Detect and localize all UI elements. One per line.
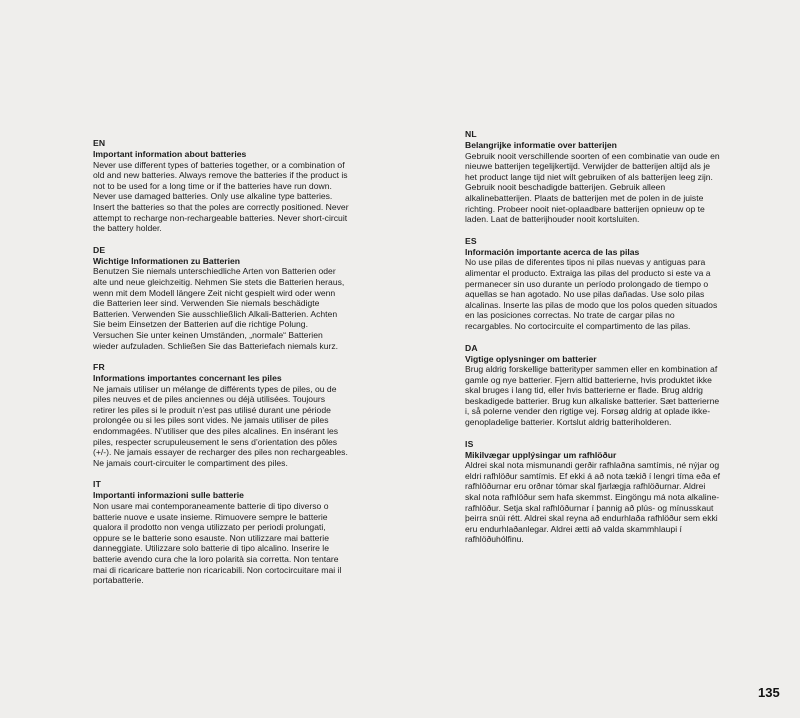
language-code: IS (465, 438, 474, 449)
section-heading: Important information about batteries (93, 149, 247, 159)
left-column (93, 138, 349, 597)
section-body: Never use different types of batteries together, or a combination of old and new batteries. Always remove the batteries if the product is not to be used for a long time or if the batteries have run down. Never use damaged batteries. Only use alkaline type batteries. Insert the batteries so that the poles are correctly positioned. Never attempt to recharge non-rechargeable batteries. Never short-circuit the battery holder. (93, 159, 349, 234)
section-body: Aldrei skal nota mismunandi gerðir rafhlaðna samtímis, né nýjar og eldri rafhlöður samtímis. Ef ekki á að nota tækið í lengri tíma eða ef rafhlöðurnar eru orðnar tómar skal fjarlægja rafhlöðurnar. Aldrei skal nota rafhlöður sem hafa skemmst. Eingöngu má nota alkaline-rafhlöður. Setja skal rafhlöðurnar í þannig að plús- og mínusskaut þeirra snúi rétt. Aldrei skal reyna að endurhlaða rafhlöður sem ekki eru endurhlaðanlegar. Aldrei ætti að valda skammhlaupi í rafhlöðuhólfinu. (465, 460, 721, 545)
section-de (93, 245, 349, 351)
section-body: No use pilas de diferentes tipos ni pilas nuevas y antiguas para alimentar el producto. Extraiga las pilas del producto si este va a permanecer sin uso durante un período prolongado de tiempo o aquellas se han agotado. No use pilas dañadas. Use solo pilas alcalinas. Inserte las pilas de modo que los polos queden situados en las posiciones correctas. No trate de cargar pilas no recargables. No cortocircuite el compartimento de las pilas. (465, 257, 718, 331)
section-heading: Wichtige Informationen zu Batterien (93, 255, 240, 266)
language-code: EN (93, 138, 106, 148)
section-it (93, 479, 349, 585)
section-nl (465, 129, 721, 225)
language-code: DA (465, 342, 478, 353)
right-column (465, 129, 721, 556)
section-fr (93, 362, 349, 468)
language-code: ES (465, 235, 477, 246)
section-heading: Vigtige oplysninger om batterier (465, 353, 597, 364)
section-es (465, 236, 721, 332)
language-code: NL (465, 129, 477, 139)
language-code: IT (93, 479, 102, 490)
section-body: Non usare mai contemporaneamente batterie di tipo diverso o batterie nuove e usate insieme. Rimuovere sempre le batterie qualora il prodotto non venga utilizzato per periodi prolungati, oppure se le batterie sono esauste. Non utilizzare mai batterie danneggiate. Utilizzare solo batterie di tipo alcalino. Inserire le batterie avendo cura che la loro polarità sia corretta. Non tentare mai di ricaricare batterie non ricaricabili. Non cortocircuitare mai il portabatterie. (93, 501, 342, 586)
section-da (465, 343, 721, 428)
section-en (93, 138, 349, 234)
section-is (465, 439, 721, 545)
section-body: Ne jamais utiliser un mélange de différents types de piles, ou de piles neuves et de piles anciennes ou déjà utilisées. Toujours retirer les piles si le produit n’est pas utilisé durant une période prolongée ou si les piles sont vides. Ne jamais utiliser de piles endommagées. N’utiliser que des piles alcalines. En insérant les piles, respecter scrupuleusement le sens d’orientation des pôles (+/-). Ne jamais essayer de recharger des piles non rechargeables. Ne jamais court-circuiter le compartiment des piles. (93, 383, 348, 468)
section-body: Gebruik nooit verschillende soorten of een combinatie van oude en nieuwe batterijen tegelijkertijd. Verwijder de batterijen altijd als je het product lange tijd niet wilt gebruiken of als batterijen leeg zijn. Gebruik nooit beschadigde batterijen. Gebruik alleen alkalinebatterijen. Plaats de batterijen met de polen in de juiste richting. Probeer nooit niet-oplaadbare batterijen opnieuw op te laden. Laat de batterijhouder nooit kortsluiten. (465, 150, 720, 225)
section-heading: Mikilvægar upplýsingar um rafhlöður (465, 449, 617, 460)
language-code: DE (93, 244, 106, 255)
section-heading: Informations importantes concernant les piles (93, 373, 282, 384)
section-heading: Belangrijke informatie over batterijen (465, 140, 617, 150)
section-heading: Información importante acerca de las pilas (465, 246, 640, 257)
language-code: FR (93, 362, 105, 373)
section-body: Benutzen Sie niemals unterschiedliche Arten von Batterien oder alte und neue gleichzeitig. Nehmen Sie stets die Batterien heraus, wenn mit dem Modell längere Zeit nicht gespielt wird oder wenn die Batterien leer sind. Verwenden Sie niemals beschädigte Batterien. Verwenden Sie ausschließlich Alkali-Batterien. Achten Sie beim Einsetzen der Batterien auf die richtige Polung. Versuchen Sie unter keinen Umständen, „normale“ Batterien wieder aufzuladen. Schließen Sie das Batteriefach niemals kurz. (93, 266, 345, 351)
section-body: Brug aldrig forskellige batterityper sammen eller en kombination af gamle og nye batterier. Fjern altid batterierne, hvis produktet ikke skal bruges i lang tid, eller hvis batterierne er flade. Brug aldrig beskadigede batterier. Brug kun alkaliske batterier. Sæt batterierne i, så polerne vender den rigtige vej. Forsøg aldrig at oplade ikke-genopladelige batterier. Kortslut aldrig batteriholderen. (465, 364, 720, 428)
page-number: 135 (758, 685, 780, 700)
section-heading: Importanti informazioni sulle batterie (93, 490, 244, 501)
